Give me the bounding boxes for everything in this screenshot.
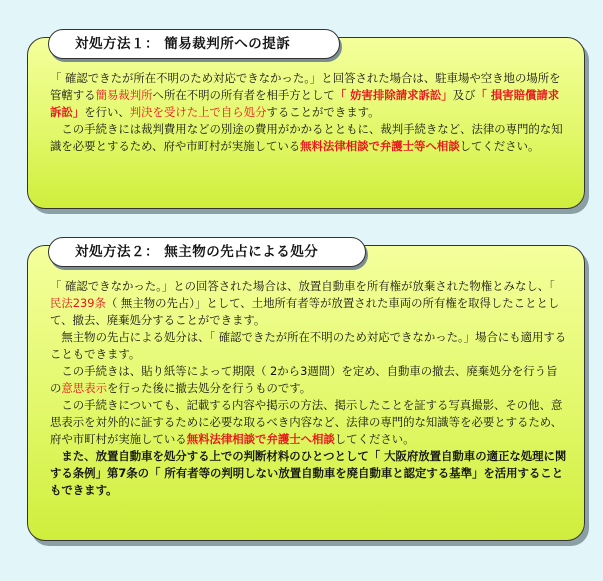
body-text: 「 確認できたが所在不明のため対応できなかった。」と回答された場合は、駐車場や空き地の場所を管轄する [50, 71, 561, 102]
body-text: することができます。 [266, 105, 380, 119]
method2-title: 対処方法２： 無主物の先占による処分 [48, 237, 366, 267]
body-text: また、放置自動車を処分する上での判断材料のひとつとして「 大阪府放置自動車の適正な処理に関する条例」第7条の「 所有者等の判明しない放置自動車を廃自動車と認定する基準」を活用することもできます。 [50, 449, 567, 497]
highlighted-text: 民法239条 [50, 296, 106, 310]
highlighted-text: 「 損害賠償請求訴訟」 [50, 88, 560, 119]
method2-body [50, 278, 568, 499]
paragraph [50, 363, 568, 397]
paragraph [50, 397, 568, 448]
body-text: この手続きについても、記載する内容や掲示の方法、掲示したことを証する写真撮影、その他、意思表示を対外的に証するために必要な取るべき内容など、法律の専門的な知識等を必要とするため、府や市町村が実施している [50, 398, 563, 446]
body-text: この手続きには裁判費用などの別途の費用がかかるとともに、裁判手続きなど、法律の専門的な知識を必要とするため、府や市町村が実施している [50, 122, 563, 153]
body-text: （ 無主物の先占）」として、土地所有者等が放置された車両の所有権を取得したこととして、撤去、廃棄処分することができます。 [50, 296, 560, 327]
paragraph [50, 70, 568, 121]
body-text: してください。 [459, 139, 540, 153]
paragraph [50, 448, 568, 499]
highlighted-text: 意思表示 [61, 381, 107, 395]
highlighted-text: 簡易裁判所 [95, 88, 153, 102]
highlighted-text: 無料法律相談で弁護士へ相談 [186, 432, 335, 446]
method1-panel [27, 37, 585, 209]
body-text: 「 確認できなかった。」との回答された場合は、放置自動車を所有権が放棄された物権とみなし、「 [50, 279, 555, 293]
body-text: この手続きは、貼り紙等によって期限（ 2から3週間）を定め、自動車の撤去、廃棄処分を行う旨の [50, 364, 558, 395]
body-text: を行った後に撤去処分を行うものです。 [106, 381, 312, 395]
method2-panel [27, 245, 585, 541]
paragraph [50, 329, 568, 363]
method1-body [50, 70, 568, 155]
body-text: を行い、 [84, 105, 130, 119]
body-text: 無主物の先占による処分は、「 確認できたが所在不明のため対応できなかった。」場合にも適用することもできます。 [50, 330, 567, 361]
paragraph [50, 121, 568, 155]
body-text: 及び [452, 88, 476, 102]
highlighted-text: 「 妨害排除請求訴訟」 [334, 88, 453, 102]
method1-title: 対処方法１： 簡易裁判所への提訴 [48, 29, 340, 59]
highlighted-text: 判決を受けた上で自ら処分 [129, 105, 267, 119]
body-text: へ所在不明の所有者を相手方として [152, 88, 335, 102]
highlighted-text: 無料法律相談で弁護士等へ相談 [300, 139, 460, 153]
paragraph [50, 278, 568, 329]
body-text: してください。 [334, 432, 415, 446]
